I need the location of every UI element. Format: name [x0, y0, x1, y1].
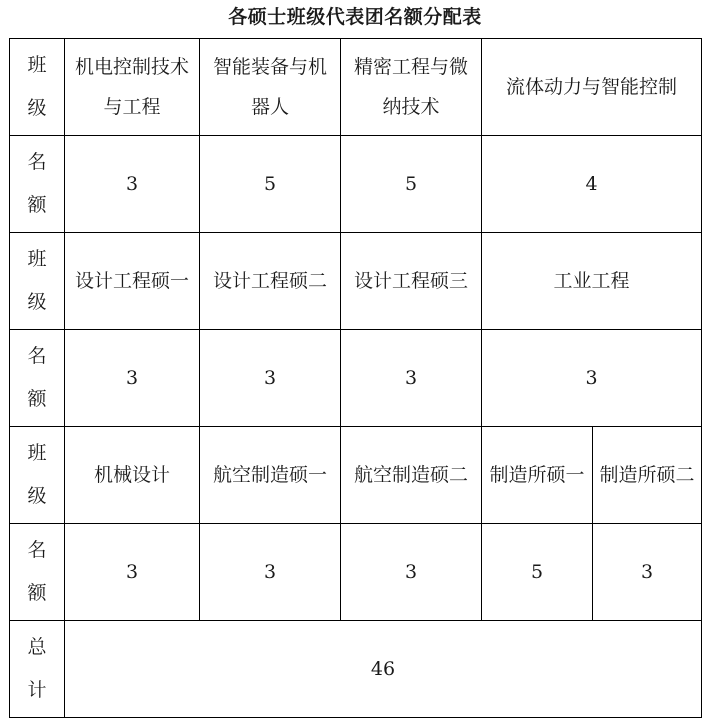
quota-cell: 3	[200, 330, 341, 427]
quota-cell: 3	[200, 524, 341, 621]
class-cell: 制造所硕二	[593, 427, 702, 524]
table-row	[10, 233, 702, 330]
class-cell: 智能装备与机器人	[200, 39, 341, 136]
table-row	[10, 39, 702, 136]
class-cell: 制造所硕一	[482, 427, 593, 524]
quota-cell: 3	[341, 524, 482, 621]
row-label-class: 班级	[10, 233, 65, 330]
class-cell: 航空制造硕一	[200, 427, 341, 524]
class-cell: 机电控制技术与工程	[65, 39, 200, 136]
row-label-total: 总计	[10, 621, 65, 718]
quota-cell: 3	[65, 136, 200, 233]
class-cell: 流体动力与智能控制	[482, 39, 702, 136]
table-row	[10, 621, 702, 718]
quota-cell: 5	[482, 524, 593, 621]
row-label-quota: 名额	[10, 524, 65, 621]
table-row	[10, 136, 702, 233]
quota-cell: 5	[341, 136, 482, 233]
row-label-quota: 名额	[10, 330, 65, 427]
quota-cell: 4	[482, 136, 702, 233]
table-row	[10, 427, 702, 524]
table-row	[10, 330, 702, 427]
quota-cell: 3	[65, 330, 200, 427]
quota-table	[9, 38, 702, 718]
class-cell: 航空制造硕二	[341, 427, 482, 524]
quota-cell: 3	[482, 330, 702, 427]
quota-cell: 5	[200, 136, 341, 233]
quota-cell: 3	[593, 524, 702, 621]
class-cell: 机械设计	[65, 427, 200, 524]
table-row	[10, 524, 702, 621]
class-cell: 精密工程与微纳技术	[341, 39, 482, 136]
row-label-quota: 名额	[10, 136, 65, 233]
quota-cell: 3	[341, 330, 482, 427]
class-cell: 设计工程硕三	[341, 233, 482, 330]
table-title: 各硕士班级代表团名额分配表	[228, 6, 482, 28]
class-cell: 设计工程硕一	[65, 233, 200, 330]
total-cell: 46	[65, 621, 702, 718]
quota-cell: 3	[65, 524, 200, 621]
row-label-class: 班级	[10, 39, 65, 136]
row-label-class: 班级	[10, 427, 65, 524]
class-cell: 设计工程硕二	[200, 233, 341, 330]
class-cell: 工业工程	[482, 233, 702, 330]
